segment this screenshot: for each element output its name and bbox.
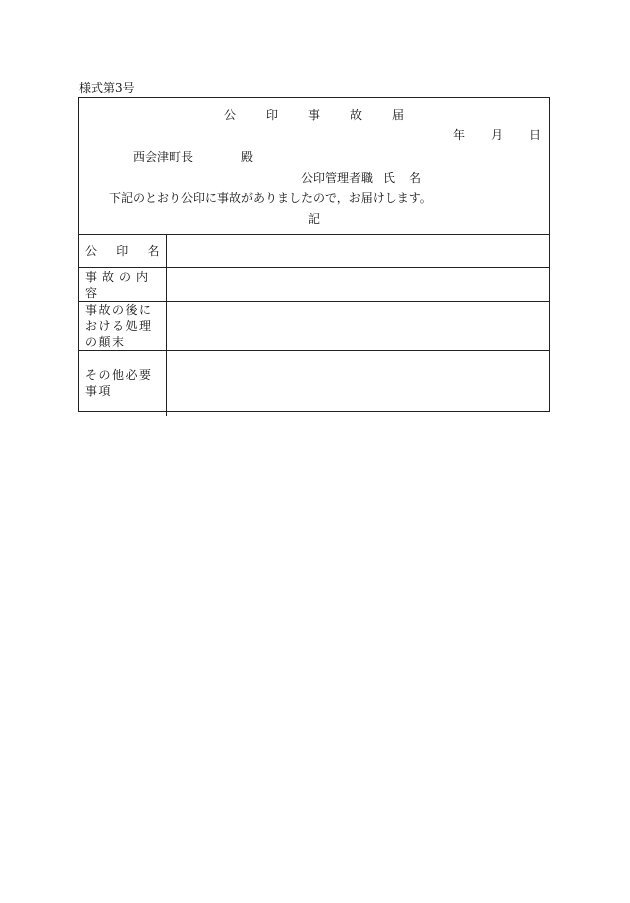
row-label: その他必要事項: [79, 351, 166, 416]
title-char: 公: [223, 108, 236, 122]
title-char: 故: [350, 108, 363, 122]
body-text: 下記のとおり公印に事故がありましたので，お届けします。: [109, 191, 432, 205]
addressee-honorific: 殿: [241, 150, 254, 164]
row-label: 事故の内容: [79, 268, 166, 302]
details-table: [79, 234, 550, 416]
addressee-name: 西会津町長: [133, 150, 194, 164]
title-char: 事: [307, 108, 320, 122]
manager-name-label-2: 名: [409, 171, 422, 185]
manager-name-label-1: 氏: [383, 171, 396, 185]
manager-line: [301, 171, 421, 185]
title-char: 印: [265, 108, 278, 122]
post-incident-handling-field[interactable]: [166, 302, 550, 351]
date-line: [453, 128, 541, 142]
form-title: [79, 108, 549, 122]
row-label: 事故の後における処理の顛末: [79, 302, 166, 351]
seal-name-field[interactable]: [166, 235, 550, 268]
ki-heading: 記: [307, 212, 320, 226]
form-number: 様式第3号: [79, 81, 135, 95]
date-day-label: 日: [529, 128, 542, 142]
seal-name-label: 公 印 名: [85, 244, 160, 258]
other-required-items-field[interactable]: [166, 351, 550, 416]
table-row: [79, 235, 550, 268]
date-year-label: 年: [453, 128, 466, 142]
form-header: [79, 98, 549, 234]
addressee-line: [133, 150, 253, 164]
form-frame: [78, 97, 550, 412]
incident-content-field[interactable]: [166, 268, 550, 302]
table-row: [79, 351, 550, 416]
table-row: [79, 268, 550, 302]
date-month-label: 月: [491, 128, 504, 142]
row-label: [79, 235, 166, 268]
title-char: 届: [392, 108, 405, 122]
table-row: [79, 302, 550, 351]
manager-title: 公印管理者職: [301, 171, 374, 185]
